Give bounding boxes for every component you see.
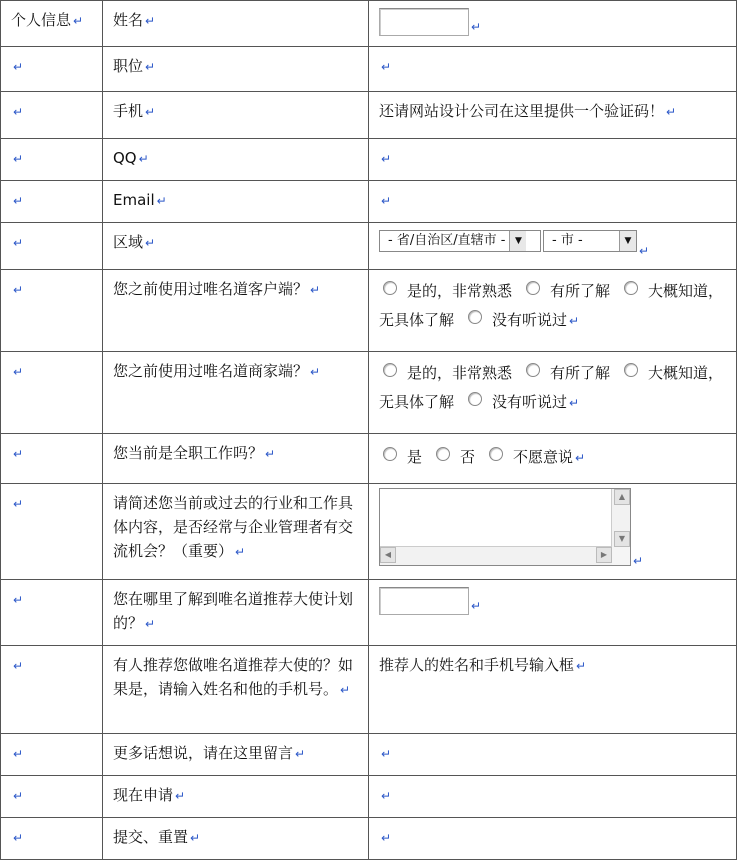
name-label: 姓名 (113, 11, 144, 29)
paragraph-mark-icon: ↵ (13, 194, 24, 208)
paragraph-mark-icon: ↵ (381, 60, 392, 74)
province-select[interactable] (379, 230, 541, 252)
paragraph-mark-icon: ↵ (145, 60, 156, 74)
paragraph-mark-icon: ↵ (13, 789, 24, 803)
merchant-option-1-label: 是的，非常熟悉 (407, 364, 513, 382)
input-cell (369, 1, 737, 47)
phone-label: 手机 (113, 102, 144, 120)
client-option-2-radio[interactable] (526, 281, 540, 295)
client-question-label: 您之前使用过唯名道客户端？ (113, 280, 309, 298)
paragraph-mark-icon: ↵ (13, 447, 24, 461)
scroll-right-icon[interactable]: ▶ (596, 547, 612, 563)
client-option-4-label: 没有听说过 (492, 311, 568, 329)
paragraph-mark-icon: ↵ (569, 314, 580, 328)
submit-label: 提交、重置 (113, 828, 189, 846)
paragraph-mark-icon: ↵ (471, 20, 482, 34)
paragraph-mark-icon: ↵ (145, 105, 156, 119)
scroll-corner (612, 547, 630, 565)
merchant-option-3-radio[interactable] (624, 363, 638, 377)
industry-textarea[interactable] (379, 488, 631, 566)
phone-note: 还请网站设计公司在这里提供一个验证码！ (379, 102, 665, 120)
row-apply (1, 776, 737, 818)
industry-question-label: 请简述您当前或过去的行业和工作具体内容，是否经常与企业管理者有交流机会？（重要） (113, 494, 354, 560)
apply-label: 现在申请 (113, 786, 174, 804)
client-option-3-label: 大概知道，无具体了解 (379, 282, 724, 329)
fulltime-no-label: 否 (460, 448, 476, 466)
paragraph-mark-icon: ↵ (381, 152, 392, 166)
paragraph-mark-icon: ↵ (145, 236, 156, 250)
paragraph-mark-icon: ↵ (576, 659, 587, 673)
paragraph-mark-icon: ↵ (73, 14, 84, 28)
fulltime-yes-radio[interactable] (383, 447, 397, 461)
fulltime-decline-label: 不愿意说 (513, 448, 574, 466)
city-select-value: - 市 - (552, 233, 583, 248)
paragraph-mark-icon: ↵ (156, 194, 167, 208)
referrer-input-note: 推荐人的姓名和手机号输入框 (379, 656, 575, 674)
merchant-option-3-label: 大概知道，无具体了解 (379, 364, 724, 411)
row-merchant-question (1, 352, 737, 434)
paragraph-mark-icon: ↵ (310, 365, 321, 379)
row-position (1, 47, 737, 92)
label-cell (103, 1, 369, 47)
paragraph-mark-icon: ↵ (381, 789, 392, 803)
merchant-option-2-radio[interactable] (526, 363, 540, 377)
source-input[interactable] (379, 587, 469, 615)
chevron-down-icon[interactable]: ▼ (509, 231, 526, 251)
scroll-up-icon[interactable]: ▲ (614, 489, 630, 505)
paragraph-mark-icon: ↵ (639, 244, 650, 258)
client-option-1-label: 是的，非常熟悉 (407, 282, 513, 300)
row-submit (1, 818, 737, 860)
chevron-down-icon[interactable]: ▼ (619, 231, 636, 251)
paragraph-mark-icon: ↵ (295, 747, 306, 761)
client-option-3-radio[interactable] (624, 281, 638, 295)
paragraph-mark-icon: ↵ (235, 545, 246, 559)
email-label: Email (113, 191, 155, 209)
row-phone (1, 92, 737, 139)
paragraph-mark-icon: ↵ (13, 659, 24, 673)
row-client-question (1, 270, 737, 352)
paragraph-mark-icon: ↵ (13, 747, 24, 761)
scroll-left-icon[interactable]: ◀ (380, 547, 396, 563)
paragraph-mark-icon: ↵ (633, 554, 644, 568)
qq-label: QQ (113, 149, 137, 167)
row-industry-question (1, 484, 737, 580)
row-fulltime-question (1, 434, 737, 484)
paragraph-mark-icon: ↵ (138, 152, 149, 166)
paragraph-mark-icon: ↵ (13, 497, 24, 511)
row-message (1, 734, 737, 776)
paragraph-mark-icon: ↵ (575, 451, 586, 465)
merchant-option-4-label: 没有听说过 (492, 393, 568, 411)
horizontal-scrollbar[interactable] (380, 546, 612, 565)
paragraph-mark-icon: ↵ (381, 831, 392, 845)
paragraph-mark-icon: ↵ (13, 236, 24, 250)
paragraph-mark-icon: ↵ (340, 683, 351, 697)
fulltime-yes-label: 是 (407, 448, 423, 466)
message-label: 更多话想说，请在这里留言 (113, 744, 294, 762)
paragraph-mark-icon: ↵ (381, 747, 392, 761)
paragraph-mark-icon: ↵ (13, 831, 24, 845)
fulltime-decline-radio[interactable] (489, 447, 503, 461)
row-referrer-question (1, 646, 737, 734)
client-option-2-label: 有所了解 (550, 282, 611, 300)
paragraph-mark-icon: ↵ (471, 599, 482, 613)
section-label: 个人信息 (11, 11, 72, 29)
paragraph-mark-icon: ↵ (666, 105, 677, 119)
paragraph-mark-icon: ↵ (13, 60, 24, 74)
province-select-value: - 省/自治区/直辖市 - (388, 233, 506, 248)
paragraph-mark-icon: ↵ (13, 283, 24, 297)
paragraph-mark-icon: ↵ (190, 831, 201, 845)
region-label: 区域 (113, 233, 144, 251)
fulltime-question-label: 您当前是全职工作吗？ (113, 444, 264, 462)
row-region (1, 223, 737, 270)
paragraph-mark-icon: ↵ (13, 593, 24, 607)
source-question-label: 您在哪里了解到唯名道推荐大使计划的？ (113, 590, 354, 632)
client-option-1-radio[interactable] (383, 281, 397, 295)
row-name (1, 1, 737, 47)
merchant-option-1-radio[interactable] (383, 363, 397, 377)
paragraph-mark-icon: ↵ (569, 396, 580, 410)
paragraph-mark-icon: ↵ (381, 194, 392, 208)
paragraph-mark-icon: ↵ (265, 447, 276, 461)
merchant-question-label: 您之前使用过唯名道商家端？ (113, 362, 309, 380)
client-option-4-radio[interactable] (468, 310, 482, 324)
row-email (1, 181, 737, 223)
scroll-down-icon[interactable]: ▼ (614, 531, 630, 547)
paragraph-mark-icon: ↵ (175, 789, 186, 803)
row-source-question (1, 580, 737, 646)
name-input[interactable] (379, 8, 469, 36)
city-select[interactable] (543, 230, 637, 252)
referrer-question-label: 有人推荐您做唯名道推荐大使的？如果是，请输入姓名和他的手机号。 (113, 656, 354, 698)
merchant-option-2-label: 有所了解 (550, 364, 611, 382)
paragraph-mark-icon: ↵ (310, 283, 321, 297)
row-qq (1, 139, 737, 181)
fulltime-no-radio[interactable] (436, 447, 450, 461)
paragraph-mark-icon: ↵ (13, 105, 24, 119)
paragraph-mark-icon: ↵ (13, 365, 24, 379)
vertical-scrollbar[interactable] (611, 489, 630, 547)
paragraph-mark-icon: ↵ (145, 14, 156, 28)
paragraph-mark-icon: ↵ (145, 617, 156, 631)
position-label: 职位 (113, 57, 144, 75)
section-cell (1, 1, 103, 47)
paragraph-mark-icon: ↵ (13, 152, 24, 166)
merchant-option-4-radio[interactable] (468, 392, 482, 406)
